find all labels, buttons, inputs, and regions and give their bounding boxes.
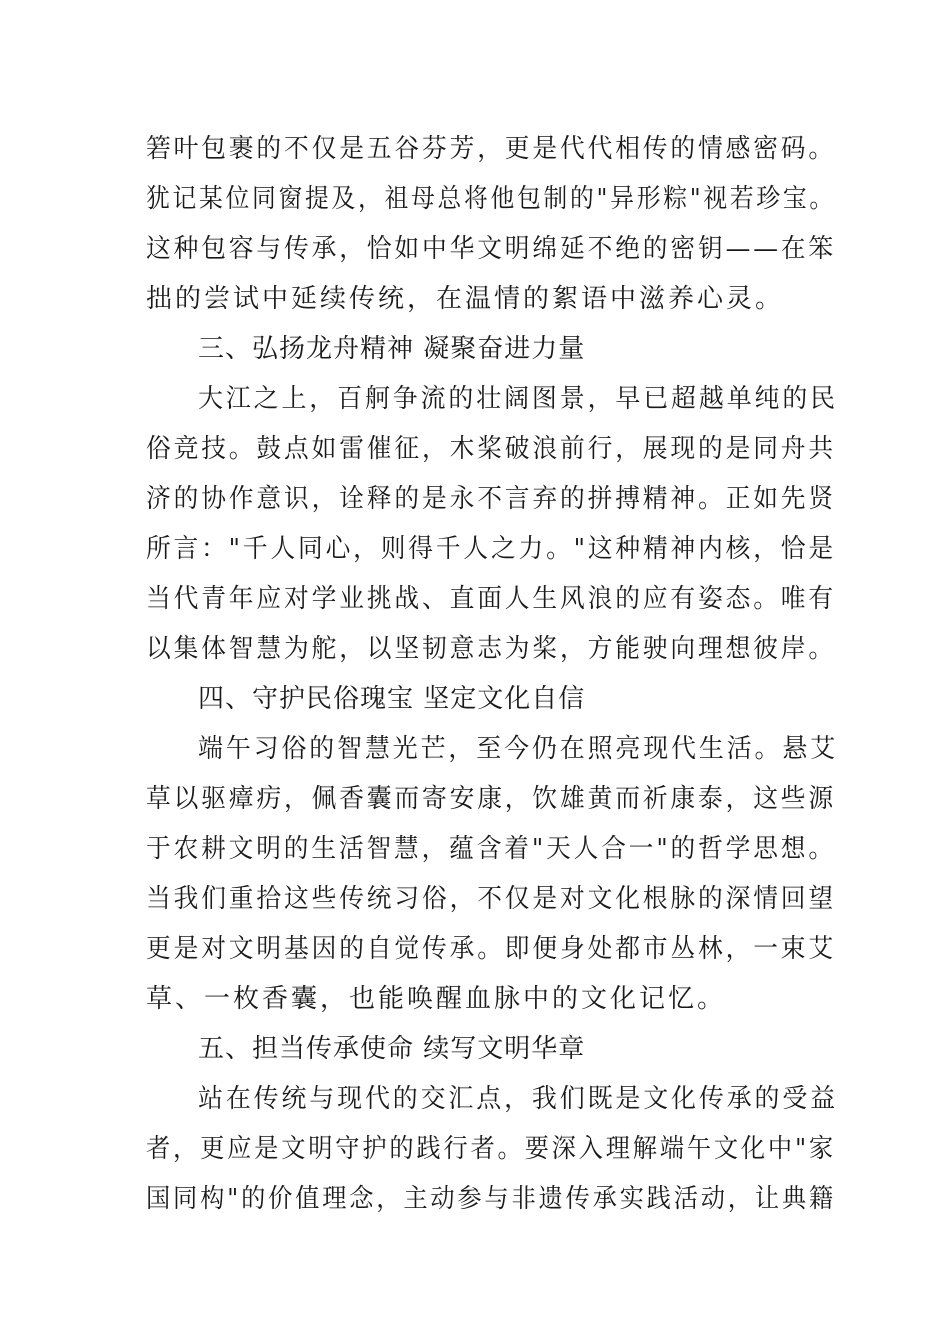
text-line: 箬叶包裹的不仅是五谷芬芳，更是代代相传的情感密码。 bbox=[146, 134, 837, 164]
text-line: 大江之上，百舸争流的壮阔图景，早已超越单纯的民 bbox=[198, 384, 839, 414]
text-line: 国同构"的价值理念，主动参与非遗传承实践活动，让典籍 bbox=[146, 1184, 836, 1214]
text-line: 于农耕文明的生活智慧，蕴含着"天人合一"的哲学思想。 bbox=[146, 834, 836, 864]
text-line: 草以驱瘴疠，佩香囊而寄安康，饮雄黄而祈康泰，这些源 bbox=[146, 784, 837, 814]
section-heading: 四、守护民俗瑰宝 坚定文化自信 bbox=[198, 684, 586, 714]
text-line: 当代青年应对学业挑战、直面人生风浪的应有姿态。唯有 bbox=[146, 584, 837, 614]
text-line: 这种包容与传承，恰如中华文明绵延不绝的密钥——在笨 bbox=[146, 234, 837, 264]
text-line: 端午习俗的智慧光芒，至今仍在照亮现代生活。悬艾 bbox=[198, 734, 839, 764]
text-line: 者，更应是文明守护的践行者。要深入理解端午文化中"家 bbox=[146, 1134, 836, 1164]
text-line: 草、一枚香囊，也能唤醒血脉中的文化记忆。 bbox=[146, 984, 727, 1014]
text-line: 更是对文明基因的自觉传承。即便身处都市丛林，一束艾 bbox=[146, 934, 837, 964]
text-line: 俗竞技。鼓点如雷催征，木桨破浪前行，展现的是同舟共 bbox=[146, 434, 837, 464]
text-line: 当我们重拾这些传统习俗，不仅是对文化根脉的深情回望 bbox=[146, 884, 837, 914]
text-line: 以集体智慧为舵，以坚韧意志为桨，方能驶向理想彼岸。 bbox=[146, 634, 837, 664]
text-line: 济的协作意识，诠释的是永不言弃的拼搏精神。正如先贤 bbox=[146, 484, 837, 514]
text-line: 所言："千人同心，则得千人之力。"这种精神内核，恰是 bbox=[146, 534, 836, 564]
section-heading: 五、担当传承使命 续写文明华章 bbox=[198, 1034, 586, 1064]
text-line: 站在传统与现代的交汇点，我们既是文化传承的受益 bbox=[198, 1084, 839, 1114]
section-heading: 三、弘扬龙舟精神 凝聚奋进力量 bbox=[198, 334, 586, 364]
text-line: 拙的尝试中延续传统，在温情的絮语中滋养心灵。 bbox=[146, 284, 785, 314]
text-line: 犹记某位同窗提及，祖母总将他包制的"异形粽"视若珍宝。 bbox=[146, 184, 836, 214]
